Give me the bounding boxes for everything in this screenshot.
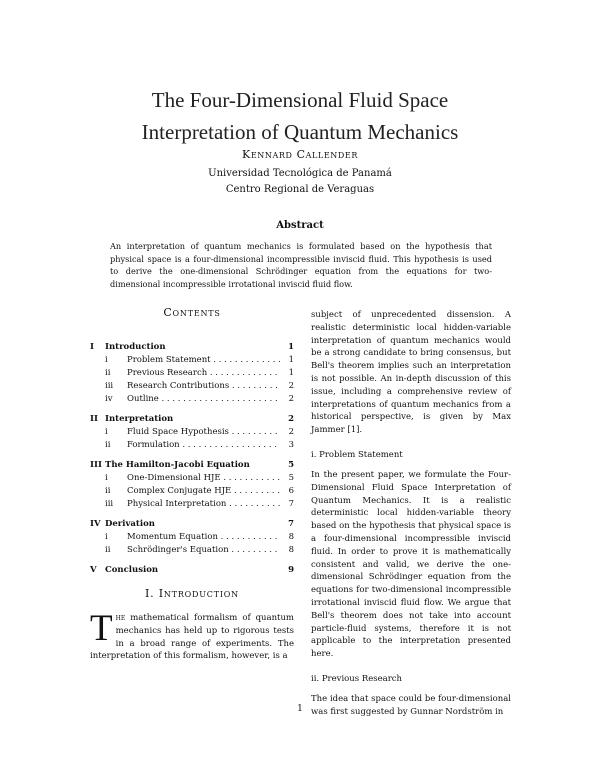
toc-section-entry[interactable]: [90, 518, 294, 531]
affiliation-line-1: Universidad Tecnológica de Panamá: [208, 168, 392, 179]
problem-statement-heading: i. Problem Statement: [311, 449, 403, 460]
toc-subsection-page: 8: [280, 544, 294, 557]
toc-subsection-entry[interactable]: [90, 544, 294, 557]
left-column: [90, 306, 294, 663]
toc-subsection-page: 3: [280, 439, 294, 452]
toc-section-page: 7: [288, 519, 294, 529]
right-column: [311, 309, 511, 719]
page-number: 1: [297, 704, 303, 714]
toc-subsection-entry[interactable]: [90, 367, 294, 380]
abstract-text: An interpretation of quantum mechanics is formulated based on the hypothesis that physical space is a four-dimensional incompressible inviscid fluid. This hypothesis is used to derive the one-dimensional Schrödinger equation from the equations for two-dimensional incompressible irrotational inviscid fluid flow.: [110, 241, 492, 289]
toc-subsection-page: 8: [280, 531, 294, 544]
toc-subsection-title: Momentum Equation . . .: [127, 531, 280, 544]
toc-section-number: I: [90, 342, 94, 352]
toc-subsection-number: iii: [105, 499, 114, 509]
toc-subsection-number: iii: [105, 381, 114, 391]
drop-cap: T: [90, 608, 113, 649]
toc-subsection-number: ii: [105, 440, 111, 450]
paper-title: [0, 84, 600, 148]
introduction-text: mathematical formalism of quantum mechanics has held up to rigorous tests in a broad range of experiments. The interpretation of this formalism, however, is a: [90, 613, 294, 662]
toc-subsection-page: 1: [280, 367, 294, 380]
toc-subsection-number: ii: [105, 486, 111, 496]
toc-subsection-title: Previous Research . . .: [127, 367, 280, 380]
toc-section-title: Derivation: [105, 519, 155, 529]
title-line-1: The Four-Dimensional Fluid Space: [151, 88, 449, 112]
toc-subsection-entry[interactable]: [90, 354, 294, 367]
toc-subsection-entry[interactable]: [90, 426, 294, 439]
toc-section-page: 1: [288, 342, 294, 352]
toc-section-entry[interactable]: [90, 413, 294, 426]
toc-section-entry[interactable]: [90, 459, 294, 472]
toc-subsection-number: i: [105, 532, 108, 542]
introduction-heading: I. Introduction: [145, 587, 239, 600]
toc-subsection-title: One-Dimensional HJE . . .: [127, 472, 280, 485]
toc-subsection-page: 2: [280, 380, 294, 393]
toc-subsection-page: 2: [280, 426, 294, 439]
toc-subsection-title: Formulation . . .: [127, 439, 280, 452]
toc-subsection-title: Research Contributions . . .: [127, 380, 280, 393]
toc-section-title: Conclusion: [105, 565, 159, 575]
toc-subsection-entry[interactable]: [90, 531, 294, 544]
introduction-paragraph: [90, 608, 294, 663]
toc-section-title: Interpretation: [105, 414, 174, 424]
toc-section-title: The Hamilton-Jacobi Equation: [105, 460, 250, 470]
toc-subsection-number: i: [105, 473, 108, 483]
toc-subsection-page: 2: [280, 393, 294, 406]
contents-heading: Contents: [163, 306, 221, 319]
toc-subsection-title: Physical Interpretation . . .: [127, 498, 280, 511]
toc-section: [90, 459, 294, 511]
previous-research-heading: ii. Previous Research: [311, 673, 403, 684]
toc-subsection-page: 6: [280, 485, 294, 498]
toc-subsection-title: Schrödinger's Equation . . .: [127, 544, 280, 557]
toc-section-entry[interactable]: [90, 341, 294, 354]
toc-section-number: III: [90, 460, 102, 470]
toc-subsection-title: Problem Statement . . .: [127, 354, 280, 367]
title-line-2: Interpretation of Quantum Mechanics: [141, 120, 459, 144]
toc-section-number: II: [90, 414, 98, 424]
table-of-contents: [90, 341, 294, 577]
toc-subsection-entry[interactable]: [90, 485, 294, 498]
toc-section-number: V: [90, 565, 97, 575]
toc-subsection-entry[interactable]: [90, 393, 294, 406]
toc-section-title: Introduction: [105, 342, 166, 352]
toc-subsection-page: 1: [280, 354, 294, 367]
toc-section-page: 2: [288, 414, 294, 424]
toc-section: [90, 518, 294, 557]
toc-section-number: IV: [90, 519, 101, 529]
toc-subsection-title: Complex Conjugate HJE . . .: [127, 485, 280, 498]
toc-section: [90, 341, 294, 406]
toc-subsection-entry[interactable]: [90, 439, 294, 452]
toc-subsection-number: ii: [105, 545, 111, 555]
affiliation-line-2: Centro Regional de Veraguas: [225, 184, 375, 195]
toc-subsection-page: 5: [280, 472, 294, 485]
toc-subsection-number: iv: [105, 394, 113, 404]
toc-section-page: 9: [288, 565, 294, 575]
toc-subsection-entry[interactable]: [90, 380, 294, 393]
lead-word: he: [115, 613, 126, 623]
toc-subsection-title: Outline . . .: [127, 393, 280, 406]
toc-section: [90, 564, 294, 577]
toc-subsection-number: ii: [105, 368, 111, 378]
toc-section-entry[interactable]: [90, 564, 294, 577]
toc-subsection-number: i: [105, 427, 108, 437]
paragraph-2: In the present paper, we formulate the Four-Dimensional Fluid Space Interpretation of Quantum Mechanics. It is a realistic deterministic local hidden-variable theory based on the hypothesis that physical space is a four-dimensional incompressible inviscid fluid. In order to prove it is mathematically consistent and valid, we derive the one-dimensional Schrödinger equation from the equations for two-dimensional incompressible irrotational inviscid fluid flow. We argue that Bell's theorem does not take into account particle-fluid systems, therefore it is not applicable to the interpretation presented here.: [311, 469, 511, 660]
affiliation: [0, 166, 600, 198]
abstract-heading: Abstract: [276, 220, 324, 231]
toc-subsection-entry[interactable]: [90, 472, 294, 485]
toc-section-page: 5: [288, 460, 294, 470]
paragraph-1: subject of unprecedented dissension. A realistic deterministic local hidden-variable interpretation of quantum mechanics would be a strong candidate to bring consensus, but Bell's theorem implies such an interpretation is not possible. An in-depth discussion of this issue, including a comprehensive review of interpretations of quantum mechanics from a historical perspective, is given by Max Jammer [1].: [311, 310, 511, 436]
paragraph-3: The idea that space could be four-dimensional was first suggested by Gunnar Nordström in: [311, 693, 511, 717]
toc-subsection-title: Fluid Space Hypothesis . . .: [127, 426, 280, 439]
toc-subsection-entry[interactable]: [90, 498, 294, 511]
toc-section: [90, 413, 294, 452]
toc-subsection-page: 7: [280, 498, 294, 511]
toc-subsection-number: i: [105, 355, 108, 365]
author-name: Kennard Callender: [242, 148, 358, 161]
